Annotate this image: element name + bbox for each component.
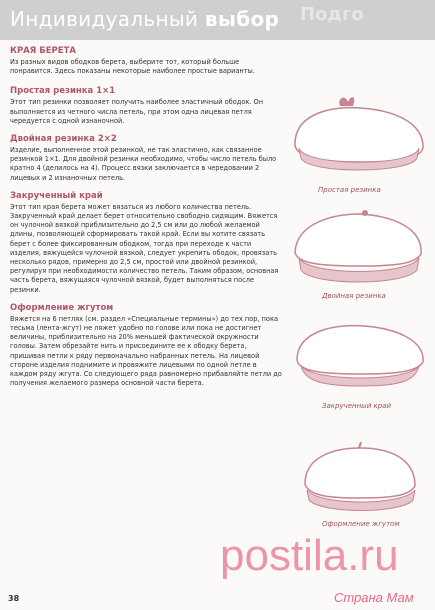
- section-text: Из разных видов ободков берета, выберите тот, который больше понравится. Здесь показаны некоторые наиболее простые варианты.: [10, 58, 255, 76]
- section-text: Изделие, выполненное этой резинкой, не так эластично, как связанное резинкой 1×1. Для двойной резинки необходимо, чтобы число петель было кратно 4 (делилось на 4). Процесс вязки заключается в чередовании 2 лицевых и 2 изнаночных петель.: [10, 146, 277, 182]
- section-title: Оформление жгутом: [10, 302, 114, 313]
- page-header: [0, 0, 435, 40]
- section-rolled-edge: [10, 191, 282, 295]
- section-edges: [10, 46, 282, 76]
- postila-watermark-logo: [214, 520, 435, 610]
- beret-illustration-rib-1x1: [285, 92, 430, 184]
- section-title: Закрученный край: [10, 190, 103, 201]
- section-title: Двойная резинка 2×2: [10, 134, 117, 145]
- title-bold: выбор: [204, 7, 280, 31]
- caption-rolled-edge: Закрученный край: [322, 402, 391, 410]
- svg-text:postila.ru: postila.ru: [220, 531, 399, 580]
- ghost-heading: Подго: [300, 4, 364, 25]
- beret-illustration-rib-2x2: [285, 206, 430, 294]
- beret-illustration-rolled-edge: [285, 316, 430, 396]
- section-title: КРАЯ БЕРЕТА: [10, 46, 76, 56]
- section-text: Вяжется на 6 петлях (см. раздел «Специальные термины») до тех пор, пока тесьма (лента-жгут) не ляжет удобно по голове или пока не достигнет величины, приблизительно на 20% меньшей фактической окружности головы. Затем обрезайте нить и присоедините ее к ободку берета, пришивая петли к ряду первоначально набранных петель. На лицевой стороне изделия поднимите и провяжите лицевыми по одной петле в каждом ряду жгута. Со следующего ряда равномерно прибавляйте петли до получения желаемого размера основной части берета.: [10, 314, 282, 388]
- section-i-cord: [10, 303, 282, 389]
- section-title: Простая резинка 1×1: [10, 86, 116, 97]
- section-rib-1x1: [10, 86, 282, 126]
- page-title: [10, 7, 279, 31]
- caption-rib-1x1: Простая резинка: [318, 186, 381, 194]
- title-regular: Индивидуальный: [10, 7, 205, 31]
- section-rib-2x2: [10, 134, 282, 183]
- page-number: 38: [8, 594, 20, 603]
- caption-rib-2x2: Двойная резинка: [322, 292, 386, 300]
- caption-i-cord: Оформление жгутом: [322, 520, 400, 528]
- section-text: Этот тип края берета может вязаться из любого количества петель. Закрученный край делает берет относительно свободно сидящим. Вяжется он чулочной вязкой приблизительно до 2,5 см или до любой желаемой длины, позволяющей сформировать такой край. Если вы хотите связать берет с более фиксированным ободком, тогда при переходе к части изделия, вяжущейся чулочной вязкой, следует укрепить ободок, провязать несколько рядов, примерно до 2,5 см, простой или двойной резинкой, регулируя при необходимости количество петель. Таким образом, основная часть берета, вяжущаяся чулочной вязкой, будет выполняться после резинки.: [10, 202, 279, 294]
- svg-text:Страна Мам: Страна Мам: [334, 590, 414, 605]
- section-text: Этот тип резинки позволяет получить наиболее эластичный ободок. Он выполняется из четного числа петель, при этом одна лицевая петля чередуется с одной изнаночной.: [10, 98, 264, 125]
- beret-illustration-i-cord: [285, 438, 430, 518]
- text-column: [10, 46, 282, 394]
